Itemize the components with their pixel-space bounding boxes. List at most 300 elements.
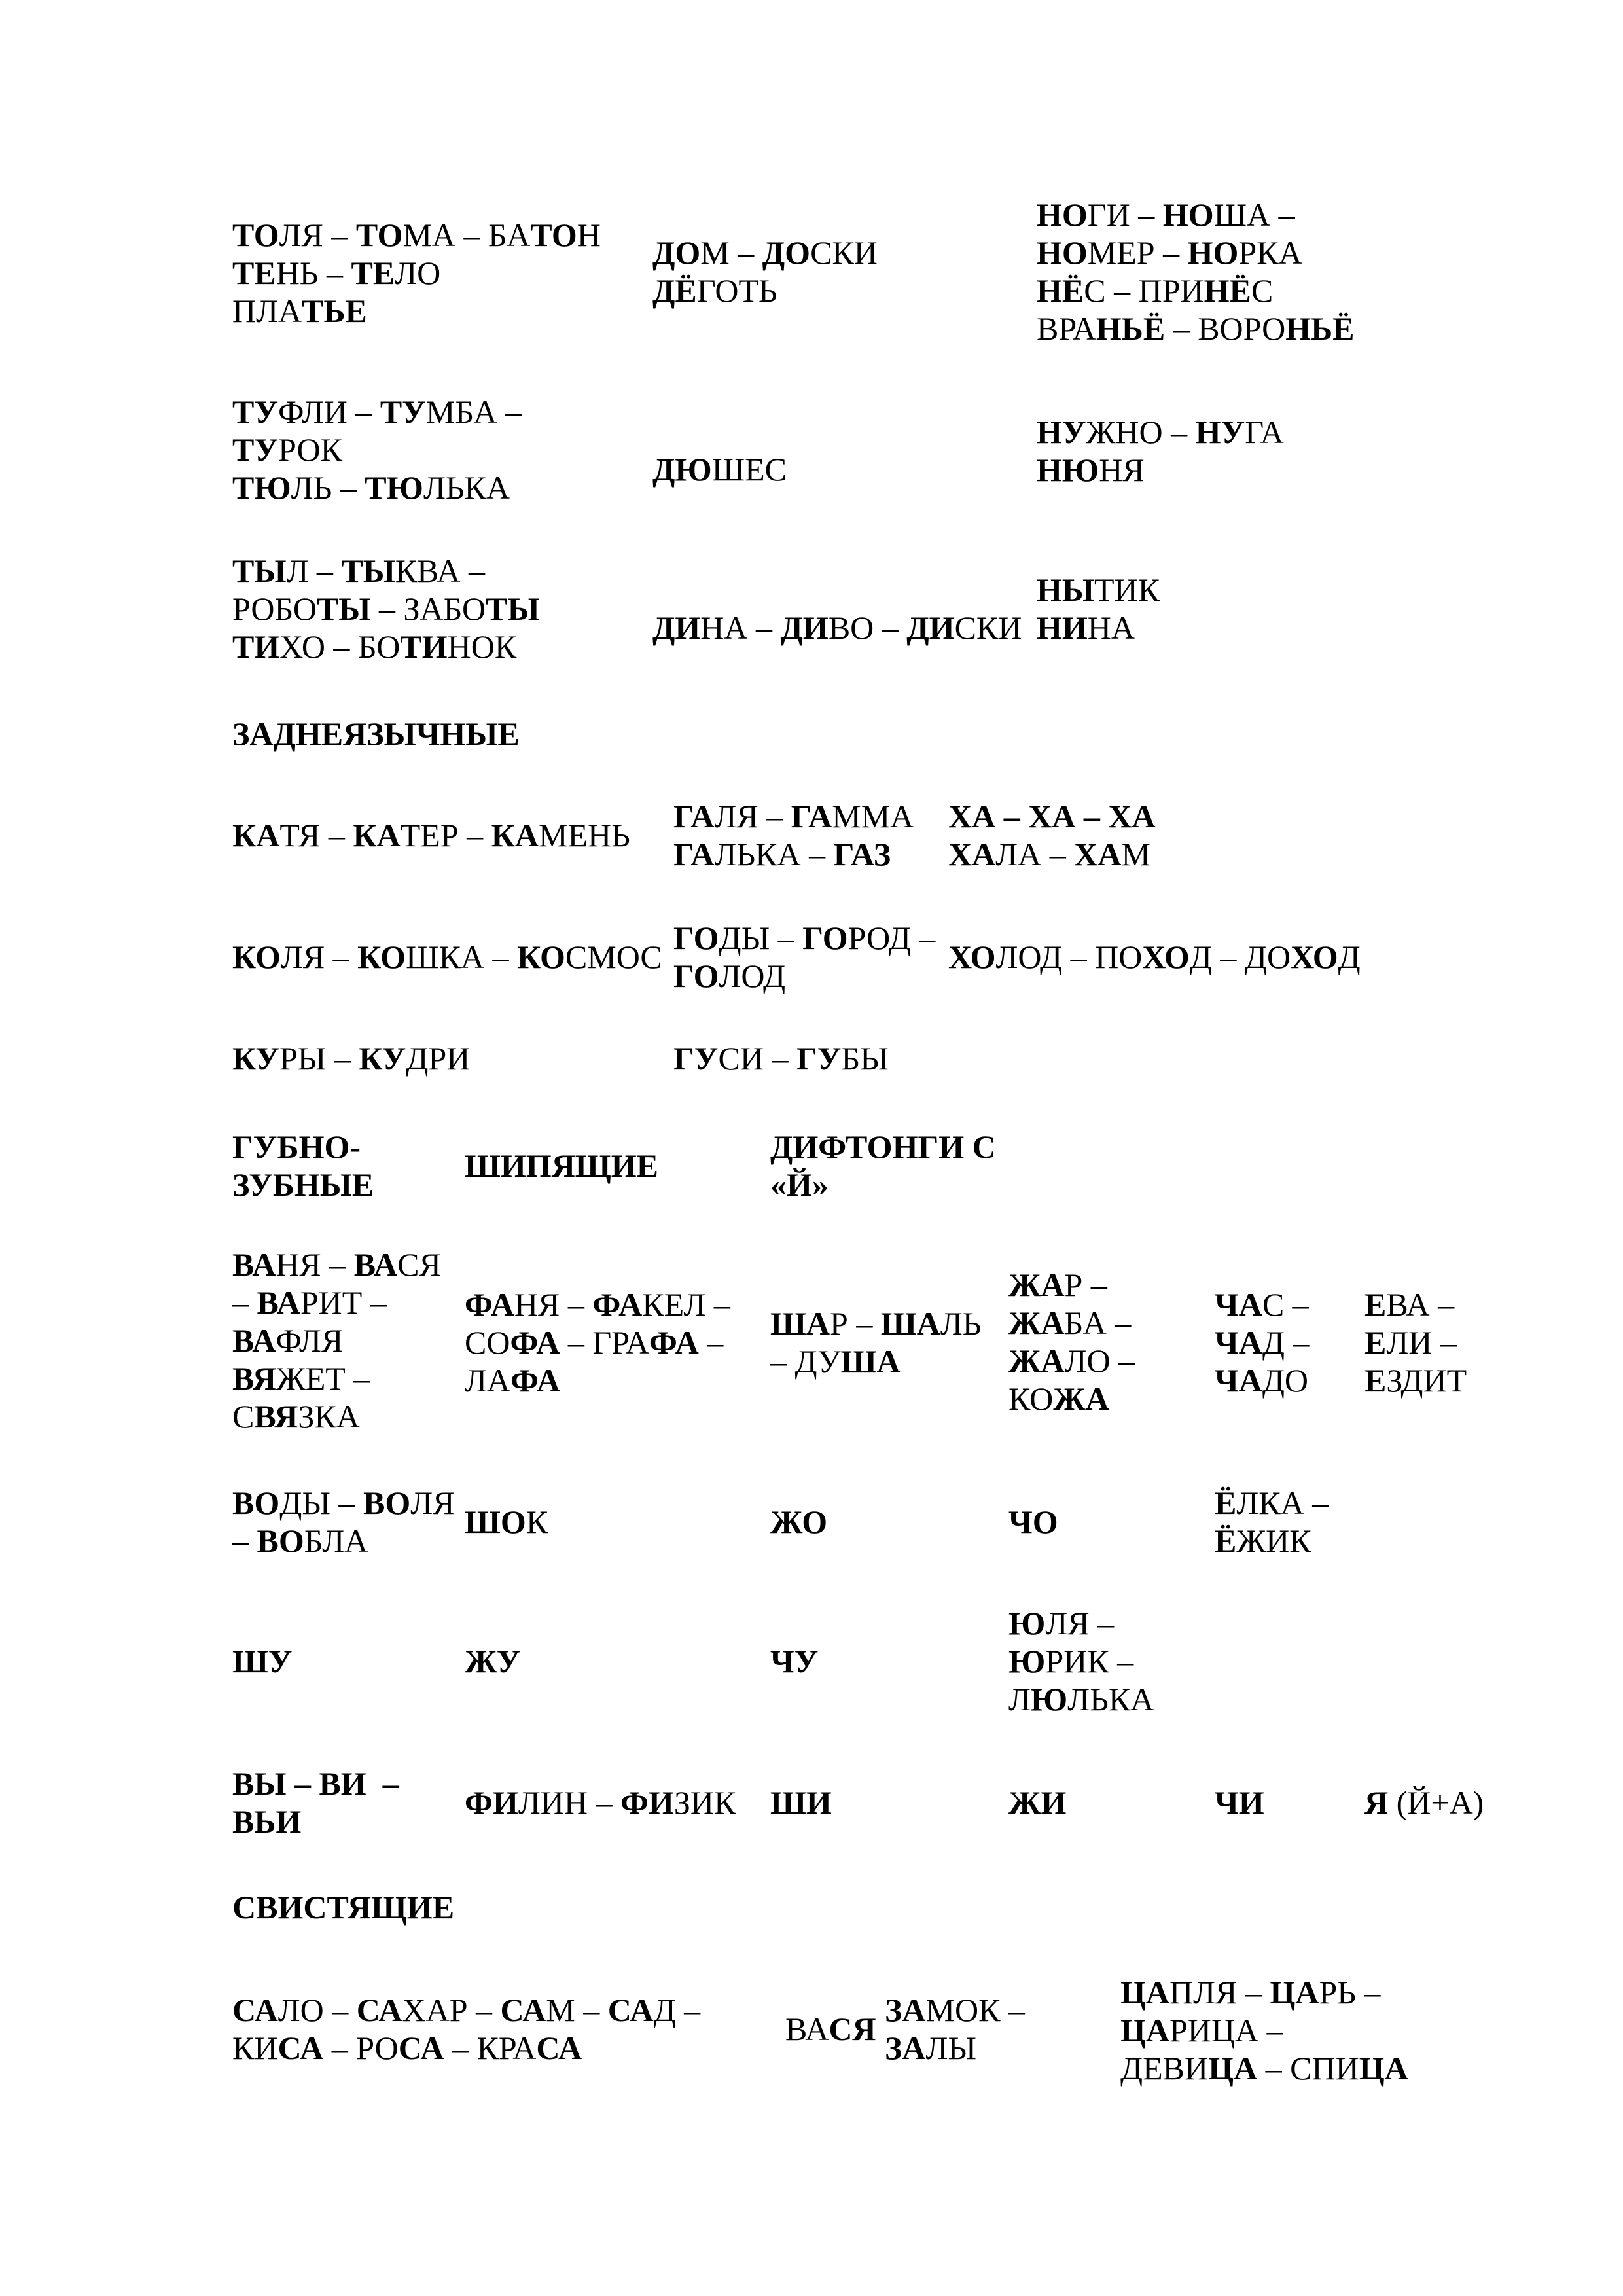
plain-text: КИ [232,2030,278,2066]
plain-text: – СПИ [1257,2050,1359,2087]
bold-syllable: ДО [762,234,811,271]
plain-text: НЯ – [514,1286,593,1323]
plain-text: ЛИН – [518,1784,620,1821]
bold-syllable: Ю [1008,1643,1046,1679]
text-line [232,1283,441,1321]
text-line [232,1397,441,1435]
table-cell-shi [770,1784,832,1821]
plain-text: – [232,1522,257,1559]
bold-syllable: Я [1364,1784,1389,1821]
text-line [1120,2049,1408,2087]
text-line [770,1642,818,1680]
plain-text: С [232,1398,255,1435]
bold-syllable: ТО [355,217,403,253]
plain-text: К [526,1503,548,1540]
plain-text: МЕР – [1087,234,1188,271]
bold-syllable: ХА [948,836,996,872]
text-line [232,628,540,666]
table-cell-vy-vi [232,1765,399,1840]
bold-syllable: ГАЗ [833,836,891,872]
text-line [770,1166,996,1204]
text-line [1037,272,1354,310]
bold-syllable: ТЫ [486,590,540,627]
bold-syllable: ГО [673,920,719,956]
text-line [770,1342,981,1380]
plain-text: ДЕВИ [1120,2050,1209,2087]
plain-text: ЗДИТ [1386,1362,1467,1399]
bold-syllable: КО [357,939,406,975]
plain-text: ПЛА [232,293,302,329]
syllables-za [885,1991,1025,2067]
syllables-sya [785,2010,876,2048]
text-line [1215,1522,1329,1560]
plain-text: ЛОД [719,958,786,994]
bold-syllable: ТЕ [351,255,395,291]
plain-text: – ЗАБО [370,590,486,627]
text-line [1215,1361,1309,1399]
bold-syllable: ВА [353,1246,398,1283]
text-line [232,254,601,292]
bold-syllable: ВЯ [254,1398,298,1435]
plain-text: – ВОРО [1165,310,1286,347]
text-line [673,797,914,835]
plain-text: ХАР – [402,1992,501,2028]
bold-syllable: ШУ [232,1643,293,1679]
bold-syllable: ТИ [400,628,448,665]
plain-text: СКИ [810,234,878,271]
plain-text: Н [577,217,601,253]
bold-syllable: ФА [465,1286,514,1323]
table-cell-chi [1215,1784,1264,1821]
table-cell-cho [1008,1503,1058,1541]
plain-text: ФЛЯ [276,1322,344,1359]
bold-syllable: ШО [465,1503,526,1540]
bold-syllable: ТУ [232,431,279,468]
bold-syllable: ША [840,1343,901,1380]
plain-text: ДЫ – [279,1484,363,1521]
bold-syllable: ЖИ [1008,1784,1067,1821]
plain-text: ВА – [1386,1286,1455,1323]
text-line [232,552,540,590]
plain-text: ГА [1245,414,1284,450]
syllables-g-row-1 [673,797,914,873]
bold-syllable: ТЮ [365,469,423,506]
plain-text: СИ – [718,1040,796,1077]
bold-syllable: ТЫ [232,552,287,589]
bold-syllable: ЦА [1208,2050,1258,2087]
plain-text: ГОТЬ [696,272,777,309]
syllables-n-row-3 [1037,571,1160,647]
text-line [770,1784,832,1821]
plain-text: ЛЫ [925,2030,977,2066]
text-line [232,1359,441,1397]
column-header-hushing [465,1147,658,1185]
bold-syllable: ДЁ [652,272,697,309]
table-cell-zho [770,1503,827,1541]
bold-syllable: ЖА [1053,1380,1109,1417]
bold-syllable: СА [232,1992,278,2028]
section-heading-back-lingual: ЗАДНЕЯЗЫЧНЫЕ [232,715,520,752]
text-line [1008,1266,1135,1304]
bold-syllable: КА [232,817,280,853]
table-cell-yo [1215,1484,1329,1560]
text-line [465,1361,730,1399]
plain-text: ЛЬКА [1067,1681,1154,1717]
bold-syllable: ГО [673,958,719,994]
plain-text: МОК – [925,1992,1025,2028]
text-line [232,1484,454,1522]
plain-text: МЕНЬ [539,817,630,853]
table-cell-fa [465,1285,730,1399]
bold-syllable: ТЫ [341,552,395,589]
text-line [232,431,522,469]
bold-syllable: ЧА [1215,1324,1262,1361]
bold-syllable: ТЕ [232,255,276,291]
syllables-k-row-3 [232,1039,470,1077]
plain-text: С [1251,272,1274,309]
text-line [465,1784,736,1821]
plain-text: (Й+А) [1388,1784,1484,1821]
table-cell-sha [770,1304,981,1380]
table-cell-vo [232,1484,454,1560]
text-line [232,469,522,507]
syllables-k-row-1 [232,816,630,854]
text-line [1037,310,1354,348]
bold-syllable: ГА [673,836,715,872]
plain-text: БА – [1064,1304,1132,1341]
text-line [1037,196,1354,234]
text-line [770,1304,981,1342]
bold-syllable: ДО [652,234,701,271]
text-line [232,216,601,254]
syllables-k-row-2 [232,938,662,976]
column-header-labiodental [232,1128,374,1204]
plain-text: М [1121,836,1150,872]
text-line [652,234,878,272]
plain-text: ША – [1213,196,1295,233]
bold-syllable: ЖА [1008,1304,1065,1341]
bold-syllable: СА [536,2030,582,2066]
text-line [1008,1680,1154,1718]
bold-syllable: ТЫ [317,590,371,627]
plain-text: РОК [278,431,342,468]
bold-syllable: ФА [649,1324,699,1361]
text-line [1364,1361,1467,1399]
bold-syllable: СА [356,1992,402,2028]
bold-syllable: ВА [232,1246,276,1283]
bold-syllable: ЖО [770,1503,828,1540]
bold-syllable: НУ [1037,414,1086,450]
syllables-g-row-3 [673,1039,889,1077]
table-cell-v-va [232,1246,441,1435]
plain-text: ЖИК [1236,1522,1311,1559]
bold-syllable: ВЫ – ВИ – [232,1765,399,1802]
text-line [232,1803,399,1840]
table-cell-zha [1008,1266,1135,1418]
plain-text: – ДУ [770,1343,841,1380]
plain-text: Л – [286,552,342,589]
plain-text: ЗИК [673,1784,736,1821]
plain-text: БЫ [841,1040,889,1077]
plain-text: Д [1338,939,1361,975]
plain-text: РИЦА – [1169,2012,1283,2049]
text-line [673,919,935,957]
text-line [652,272,878,310]
text-line [1008,1642,1154,1680]
bold-syllable: НИ [1037,609,1088,646]
column-header-diphthongs [770,1128,996,1204]
plain-text: ЛЬКА [423,469,510,506]
plain-text: ЛО [395,255,441,291]
plain-text: М – [546,1992,608,2028]
bold-syllable: Е [1364,1324,1387,1361]
bold-syllable: Ю [1030,1681,1068,1717]
plain-text: ЛЯ – [279,217,356,253]
text-line [1008,1304,1135,1342]
text-line [652,450,787,488]
bold-syllable: ТЬЕ [302,293,367,329]
bold-syllable: «Й» [770,1166,829,1203]
text-line [232,2029,700,2067]
plain-text: Р – [830,1305,881,1342]
bold-syllable: ХО [948,939,996,975]
bold-syllable: ДИ [652,609,701,646]
plain-text: Д – [653,1992,701,2028]
bold-syllable: ЗА [885,2030,926,2066]
table-cell-chu [770,1642,818,1680]
bold-syllable: СА [500,1992,546,2028]
plain-text: ЛЬКА – [714,836,834,872]
bold-syllable: ВО [257,1522,304,1559]
text-line [1364,1323,1467,1361]
plain-text: ДРИ [406,1040,471,1077]
plain-text: – [232,1284,257,1321]
text-line [232,1642,293,1680]
table-cell-ya [1364,1784,1484,1821]
plain-text: ЛЯ – [1045,1605,1115,1641]
bold-syllable: НЁ [1037,272,1084,309]
text-line [1364,1285,1467,1323]
bold-syllable: КО [516,939,565,975]
text-line [1008,1342,1135,1380]
plain-text: – [698,1324,724,1361]
bold-syllable: КА [491,817,539,853]
plain-text: ЛЯ [410,1484,455,1521]
bold-syllable: ТО [232,217,279,253]
text-line [465,1323,730,1361]
plain-text: ТЕР – [400,817,491,853]
text-line [948,938,1361,976]
bold-syllable: ГУБНО- [232,1128,361,1165]
bold-syllable: ХА – ХА – ХА [948,798,1156,834]
text-line [232,1246,441,1283]
plain-text: ШЕС [711,451,787,488]
text-line [885,2029,1025,2067]
bold-syllable: ЧУ [770,1643,819,1679]
bold-syllable: ЖУ [465,1643,521,1679]
text-line [673,1039,889,1077]
text-line [1215,1784,1264,1821]
bold-syllable: НЬЁ [1285,310,1355,347]
text-line [785,2010,876,2048]
syllables-n-row-2 [1037,413,1284,489]
bold-syllable: ЦА [1270,1974,1319,2011]
plain-text: РЫ – [279,1040,359,1077]
text-line [232,1039,470,1077]
table-cell-shu [232,1642,293,1680]
plain-text: РИТ – [300,1284,387,1321]
text-line [232,590,540,628]
plain-text: КЕЛ – [642,1286,730,1323]
plain-text: РЬ – [1319,1974,1381,2011]
text-line [652,609,1022,647]
text-line [232,1128,374,1166]
text-line [232,1522,454,1560]
plain-text: ЖНО – [1086,414,1196,450]
bold-syllable: ХО [1291,939,1338,975]
bold-syllable: ЗУБНЫЕ [232,1166,374,1203]
text-line [885,1991,1025,2029]
plain-text: НЬ – [276,255,351,291]
plain-text: НЯ – [276,1246,354,1283]
text-line [465,1503,548,1541]
bold-syllable: ДИ [906,609,955,646]
plain-text: МБА – [425,393,522,430]
bold-syllable: ТУ [380,393,426,430]
bold-syllable: ЧО [1008,1503,1058,1540]
plain-text: ДО [1262,1362,1309,1399]
plain-text: Д – [1262,1324,1310,1361]
plain-text: ЛА [465,1362,511,1399]
bold-syllable: ГА [673,798,715,834]
plain-text: Л [1008,1681,1031,1717]
plain-text: С – ПРИ [1084,272,1204,309]
bold-syllable: КА [353,817,401,853]
bold-syllable: ВА [257,1284,300,1321]
bold-syllable: ФА [592,1286,643,1323]
text-line [232,1991,700,2029]
bold-syllable: ГО [802,920,848,956]
text-line [232,816,630,854]
bold-syllable: ВЬИ [232,1803,302,1840]
bold-syllable: ГА [791,798,832,834]
bold-syllable: ША [880,1305,940,1342]
bold-syllable: ЦА [1359,2050,1408,2087]
plain-text: ЛО – [277,1992,357,2028]
bold-syllable: ЦА [1120,2012,1169,2049]
text-line [232,1765,399,1803]
text-line [1037,234,1354,272]
plain-text: ПЛЯ – [1169,1974,1270,2011]
bold-syllable: СА [607,1992,654,2028]
plain-text: БЛА [304,1522,368,1559]
text-line [1008,1503,1058,1541]
plain-text: ВРА [1037,310,1096,347]
plain-text: СЯ [397,1246,441,1283]
bold-syllable: ШИ [770,1784,832,1821]
text-line [232,938,662,976]
plain-text: НА – [700,609,781,646]
plain-text: РОБО [232,590,317,627]
bold-syllable: ГУ [673,1040,719,1077]
bold-syllable: ФИ [465,1784,518,1821]
syllables-t-row-3 [232,552,540,666]
bold-syllable: НЮ [1037,452,1099,488]
text-line [1215,1285,1309,1323]
plain-text: НОК [447,628,517,665]
plain-text: ЗКА [298,1398,360,1435]
bold-syllable: ВО [232,1484,280,1521]
syllables-h-row-2 [948,938,1361,976]
plain-text: ЛЯ – [714,798,791,834]
plain-text: С – [1262,1286,1309,1323]
bold-syllable: ША [770,1305,830,1342]
syllables-t-row-2 [232,393,522,507]
plain-text: ЛИ – [1386,1324,1457,1361]
bold-syllable: ФА [510,1324,560,1361]
plain-text: СО [465,1324,510,1361]
bold-syllable: ТО [530,217,577,253]
bold-syllable: Ю [1008,1605,1046,1641]
plain-text: СКИ [954,609,1022,646]
bold-syllable: НЁ [1204,272,1251,309]
bold-syllable: НУ [1195,414,1245,450]
table-cell-fi [465,1784,736,1821]
text-line [232,393,522,431]
syllables-g-row-2 [673,919,935,995]
bold-syllable: НЬЁ [1096,310,1166,347]
text-line [673,835,914,873]
bold-syllable: НО [1037,196,1088,233]
text-line [1037,413,1284,451]
text-line [1008,1784,1066,1821]
bold-syllable: Е [1364,1362,1387,1399]
bold-syllable: ВО [363,1484,411,1521]
text-line [465,1285,730,1323]
bold-syllable: НО [1162,196,1214,233]
text-line [1008,1380,1135,1418]
syllables-d-row-1 [652,234,878,310]
bold-syllable: ХА [1074,836,1122,872]
plain-text: РКА [1238,234,1302,271]
syllables-n-row-1 [1037,196,1354,348]
bold-syllable: КУ [359,1040,406,1077]
bold-syllable: ФА [510,1362,560,1399]
syllables-t-row-1 [232,216,601,330]
plain-text: Р – [1064,1266,1107,1303]
bold-syllable: ЧА [1215,1362,1262,1399]
plain-text: ЖЕТ – [276,1360,370,1397]
text-line [232,1321,441,1359]
text-line [465,1147,658,1185]
bold-syllable: ЧИ [1215,1784,1264,1821]
bold-syllable: СА [277,2030,324,2066]
bold-syllable: ЦА [1120,1974,1169,2011]
text-line [770,1128,996,1166]
text-line [1120,1973,1408,2011]
plain-text: ХО – БО [279,628,401,665]
bold-syllable: Ё [1215,1522,1237,1559]
bold-syllable: ЧА [1215,1286,1262,1323]
text-line [232,292,601,330]
plain-text: ЛЬ [940,1305,982,1342]
plain-text: – РО [323,2030,399,2066]
plain-text: РИК – [1045,1643,1134,1679]
plain-text: НА [1087,609,1135,646]
plain-text: ТИК [1094,571,1160,608]
section-heading-sibilants: СВИСТЯЩИЕ [232,1889,455,1926]
bold-syllable: НО [1037,234,1088,271]
